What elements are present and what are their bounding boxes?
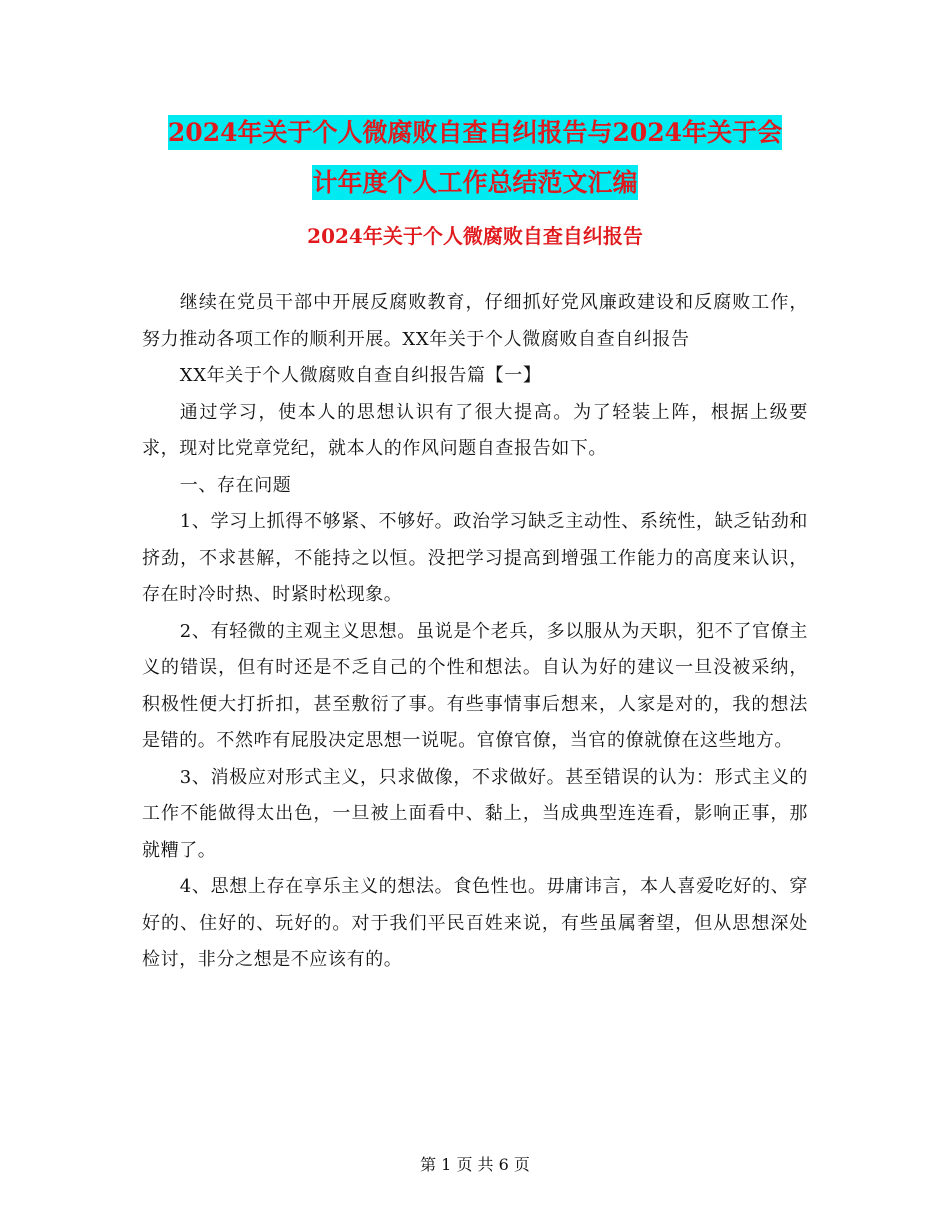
main-title-line-2: 计年度个人工作总结范文汇编 [312,165,637,200]
paragraph: 3、消极应对形式主义，只求做像，不求做好。甚至错误的认为：形式主义的工作不能做得太出色，一旦被上面看中、黏上，当成典型连连看，影响正事，那就糟了。 [142,766,808,861]
paragraph: XX年关于个人微腐败自查自纠报告篇【一】 [179,365,542,386]
paragraph: 继续在党员干部中开展反腐败教育，仔细抓好党风廉政建设和反腐败工作，努力推动各项工作的顺利开展。XX年关于个人微腐败自查自纠报告 [142,292,808,350]
paragraph: 1、学习上抓得不够紧、不够好。政治学习缺乏主动性、系统性，缺乏钻劲和挤劲，不求甚解，不能持之以恒。没把学习提高到增强工作能力的高度来认识，存在时冷时热、时紧时松现象。 [142,511,808,605]
page-number-footer: 第 1 页 共 6 页 [420,1155,530,1174]
document-body [142,285,808,979]
paragraph: 通过学习，使本人的思想认识有了很大提高。为了轻装上阵，根据上级要求，现对比党章党纪，就本人的作风问题自查报告如下。 [142,401,808,459]
section-title: 2024年关于个人微腐败自查自纠报告 [307,224,643,248]
main-title-line-1: 2024年关于个人微腐败自查自纠报告与2024年关于会 [168,115,782,150]
paragraph: 2、有轻微的主观主义思想。虽说是个老兵，多以服从为天职，犯不了官僚主义的错误，但有时还是不乏自己的个性和想法。自认为好的建议一旦没被采纳，积极性便大打折扣，甚至敷衍了事。有些事情事后想来，人家是对的，我的想法是错的。不然咋有屁股决定思想一说呢。官僚官僚，当官的僚就僚在这些地方。 [142,620,808,751]
paragraph: 4、思想上存在享乐主义的想法。食色性也。毋庸讳言，本人喜爱吃好的、穿好的、住好的、玩好的。对于我们平民百姓来说，有些虽属奢望，但从思想深处检讨，非分之想是不应该有的。 [142,876,808,970]
document-main-title [140,108,810,208]
paragraph: 一、存在问题 [179,474,292,496]
